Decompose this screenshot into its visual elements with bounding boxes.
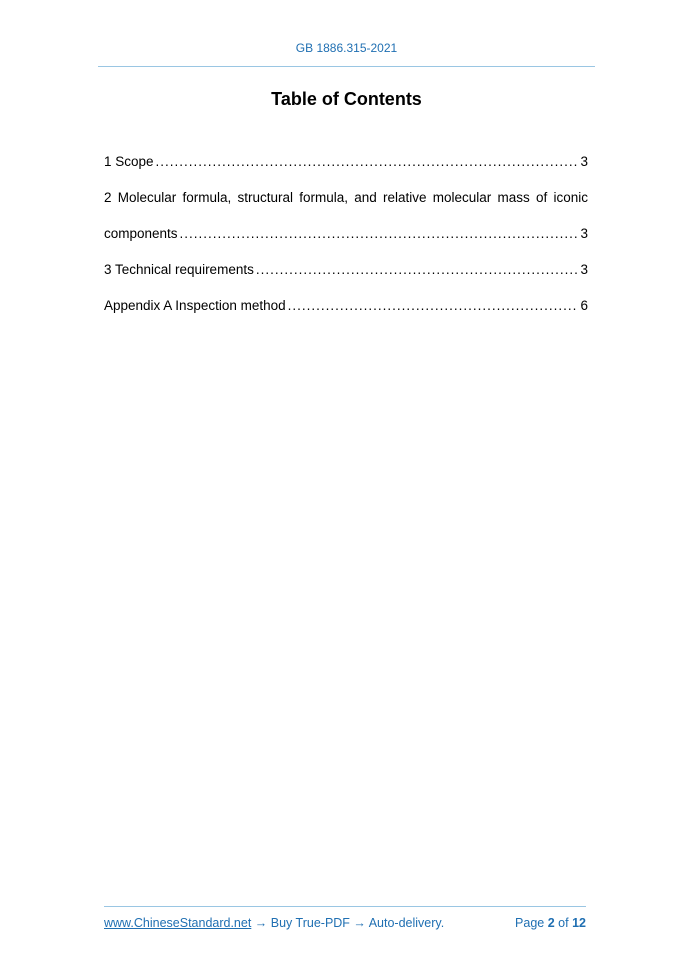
dot-leader (180, 216, 579, 252)
table-of-contents (104, 144, 588, 324)
toc-entry-appendix-a[interactable] (104, 288, 588, 324)
current-page: 2 (547, 916, 555, 930)
footer-promo-text: → Buy True-PDF → Auto-delivery. (251, 916, 445, 930)
toc-entry-page: 3 (580, 154, 588, 169)
toc-entry-label-line1: 2 Molecular formula, structural formula, and relative molecular mass of iconic (104, 190, 588, 205)
toc-entry-label: 3 Technical requirements (104, 262, 254, 277)
website-link[interactable]: www.ChineseStandard.net (104, 916, 252, 930)
toc-entry-page: 3 (580, 226, 588, 241)
toc-entry-label: 1 Scope (104, 154, 154, 169)
toc-entry-label-line2: components (104, 226, 178, 241)
toc-entry-molecular-formula[interactable] (104, 180, 588, 252)
of-label: of (558, 916, 569, 930)
toc-title: Table of Contents (271, 89, 422, 109)
total-pages: 12 (572, 916, 586, 930)
running-header: GB 1886.315-2021 (295, 41, 398, 55)
footer-divider (104, 906, 586, 907)
header-divider (98, 66, 595, 67)
dot-leader (256, 252, 579, 288)
dot-leader (288, 288, 579, 324)
toc-entry-page: 6 (580, 298, 588, 313)
page-label: Page (515, 916, 545, 930)
page-indicator (515, 916, 586, 930)
dot-leader (156, 144, 579, 180)
toc-entry-scope[interactable] (104, 144, 588, 180)
toc-entry-page: 3 (580, 262, 588, 277)
footer-promo (104, 916, 444, 930)
page-footer (104, 916, 586, 930)
toc-entry-label: Appendix A Inspection method (104, 298, 286, 313)
toc-entry-technical-requirements[interactable] (104, 252, 588, 288)
